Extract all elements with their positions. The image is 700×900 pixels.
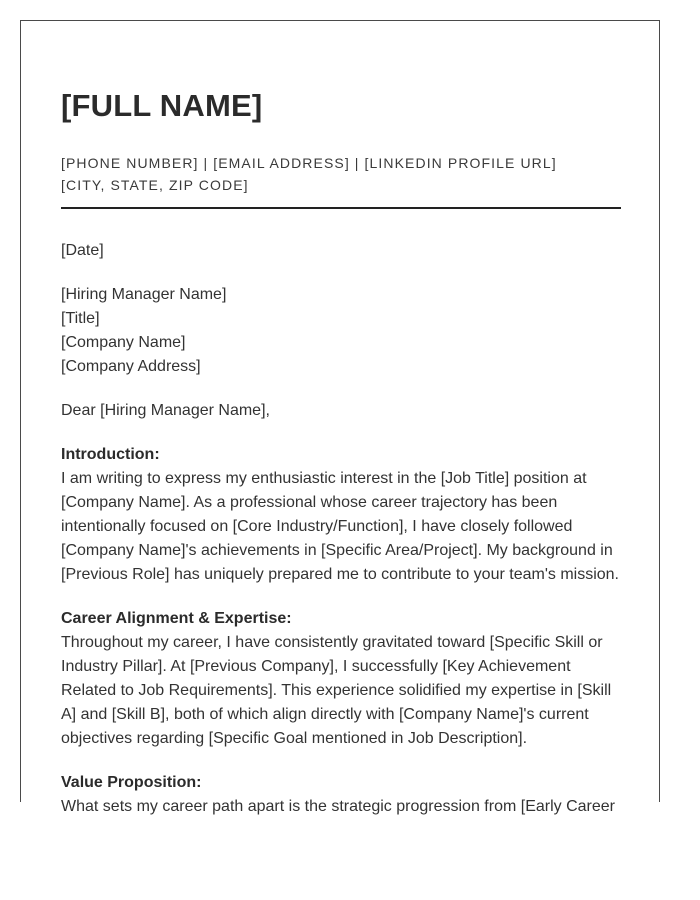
section-title: Value Proposition: — [61, 774, 202, 791]
section-title: Career Alignment & Expertise: — [61, 610, 292, 627]
contact-info — [61, 152, 621, 196]
letter-date: [Date] — [61, 242, 104, 259]
recipient-address: [Company Address] — [61, 358, 201, 375]
recipient-title: [Title] — [61, 310, 100, 327]
section-introduction — [61, 443, 621, 587]
recipient-block — [61, 283, 621, 379]
recipient-name: [Hiring Manager Name] — [61, 286, 227, 303]
section-career-alignment — [61, 607, 621, 751]
contact-line-primary: [PHONE NUMBER] | [EMAIL ADDRESS] | [LINKEDIN PROFILE URL] — [61, 155, 557, 171]
section-body: What sets my career path apart is the strategic progression from [Early Career — [61, 798, 615, 815]
section-body: I am writing to express my enthusiastic interest in the [Job Title] position at [Company Name]. As a professional whose career trajectory has been intentionally focused on [Core Industry/Function], I have closely followed [Company Name]'s achievements in [Specific Area/Project]. My background in [Previous Role] has uniquely prepared me to contribute to your team's mission. — [61, 470, 619, 583]
section-title: Introduction: — [61, 446, 160, 463]
document-page — [20, 20, 660, 815]
full-name-heading: [FULL NAME] — [61, 88, 263, 123]
salutation: Dear [Hiring Manager Name], — [61, 402, 270, 419]
header-divider — [61, 207, 621, 209]
section-body: Throughout my career, I have consistently gravitated toward [Specific Skill or Industry Pillar]. At [Previous Company], I successfully [Key Achievement Related to Job Requirements]. This experience solidified my expertise in [Skill A] and [Skill B], both of which align directly with [Company Name]'s current objectives regarding [Specific Goal mentioned in Job Description]. — [61, 634, 612, 747]
letter-content — [61, 87, 621, 819]
recipient-company: [Company Name] — [61, 334, 186, 351]
contact-line-location: [CITY, STATE, ZIP CODE] — [61, 177, 249, 193]
section-value-proposition — [61, 771, 621, 819]
